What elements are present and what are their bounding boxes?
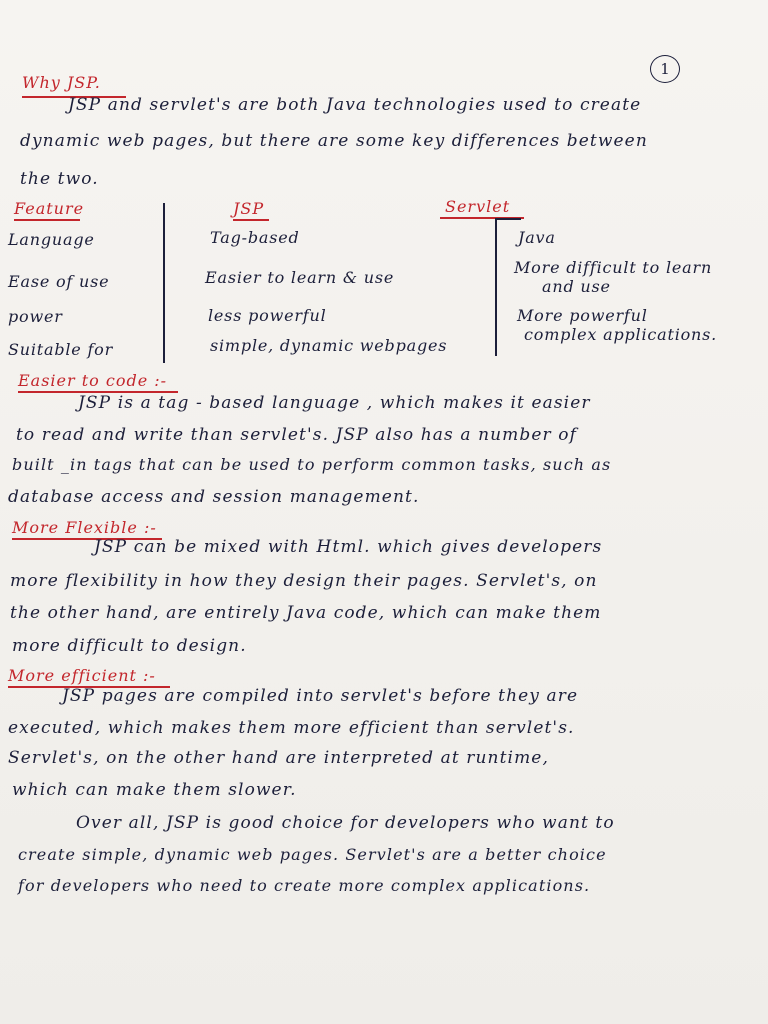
flexible-line-1: JSP can be mixed with Html. which gives developers <box>94 537 603 557</box>
efficient-line-3: Servlet's, on the other hand are interpreted at runtime, <box>8 748 549 768</box>
conclusion-line-2: create simple, dynamic web pages. Servlet's are a better choice <box>18 845 607 864</box>
row-power-feature: power <box>8 307 63 326</box>
row-suitable-jsp: simple, dynamic webpages <box>210 336 448 355</box>
row-language-jsp: Tag-based <box>210 228 300 247</box>
conclusion-line-3: for developers who need to create more complex applications. <box>18 876 591 895</box>
table-divider-left <box>163 203 165 363</box>
section-heading-easier-to-code: Easier to code :- <box>18 371 168 390</box>
row-ease-servlet-cont: and use <box>542 277 611 296</box>
row-ease-jsp: Easier to learn & use <box>205 268 395 287</box>
intro-line-3: the two. <box>20 169 99 189</box>
table-divider-right <box>495 218 497 356</box>
section-heading-more-efficient: More efficient :- <box>8 666 156 685</box>
row-power-servlet: More powerful <box>517 306 648 325</box>
row-language-feature: Language <box>8 230 95 249</box>
page-title: Why JSP. <box>22 73 101 92</box>
efficient-line-2: executed, which makes them more efficient than servlet's. <box>8 718 575 738</box>
table-header-jsp: JSP <box>233 199 265 218</box>
row-ease-servlet: More difficult to learn <box>514 258 713 277</box>
row-suitable-servlet: complex applications. <box>524 325 718 344</box>
row-power-jsp: less powerful <box>208 306 327 325</box>
row-suitable-feature: Suitable for <box>8 340 114 359</box>
flexible-line-2: more flexibility in how they design their pages. Servlet's, on <box>10 571 598 591</box>
efficient-line-4: which can make them slower. <box>12 780 297 800</box>
efficient-line-1: JSP pages are compiled into servlet's before they are <box>62 686 579 706</box>
intro-line-1: JSP and servlet's are both Java technologies used to create <box>68 95 642 115</box>
table-divider-tick <box>495 218 521 220</box>
header-underline-jsp <box>233 219 269 221</box>
row-ease-feature: Ease of use <box>8 272 110 291</box>
easier-line-4: database access and session management. <box>8 487 420 507</box>
flexible-line-4: more difficult to design. <box>12 636 247 656</box>
conclusion-line-1: Over all, JSP is good choice for developers who want to <box>76 813 615 833</box>
table-header-feature: Feature <box>14 199 85 218</box>
table-header-servlet: Servlet <box>445 197 511 216</box>
row-language-servlet: Java <box>518 228 556 247</box>
easier-line-3: built _in tags that can be used to perform common tasks, such as <box>12 455 612 474</box>
easier-line-2: to read and write than servlet's. JSP also has a number of <box>16 425 577 445</box>
section-heading-more-flexible: More Flexible :- <box>12 518 157 537</box>
easier-line-1: JSP is a tag - based language , which makes it easier <box>78 393 591 413</box>
intro-line-2: dynamic web pages, but there are some key differences between <box>20 131 648 151</box>
page-number: 1 <box>650 55 680 83</box>
header-underline-feature <box>14 219 80 221</box>
flexible-line-3: the other hand, are entirely Java code, which can make them <box>10 603 602 623</box>
